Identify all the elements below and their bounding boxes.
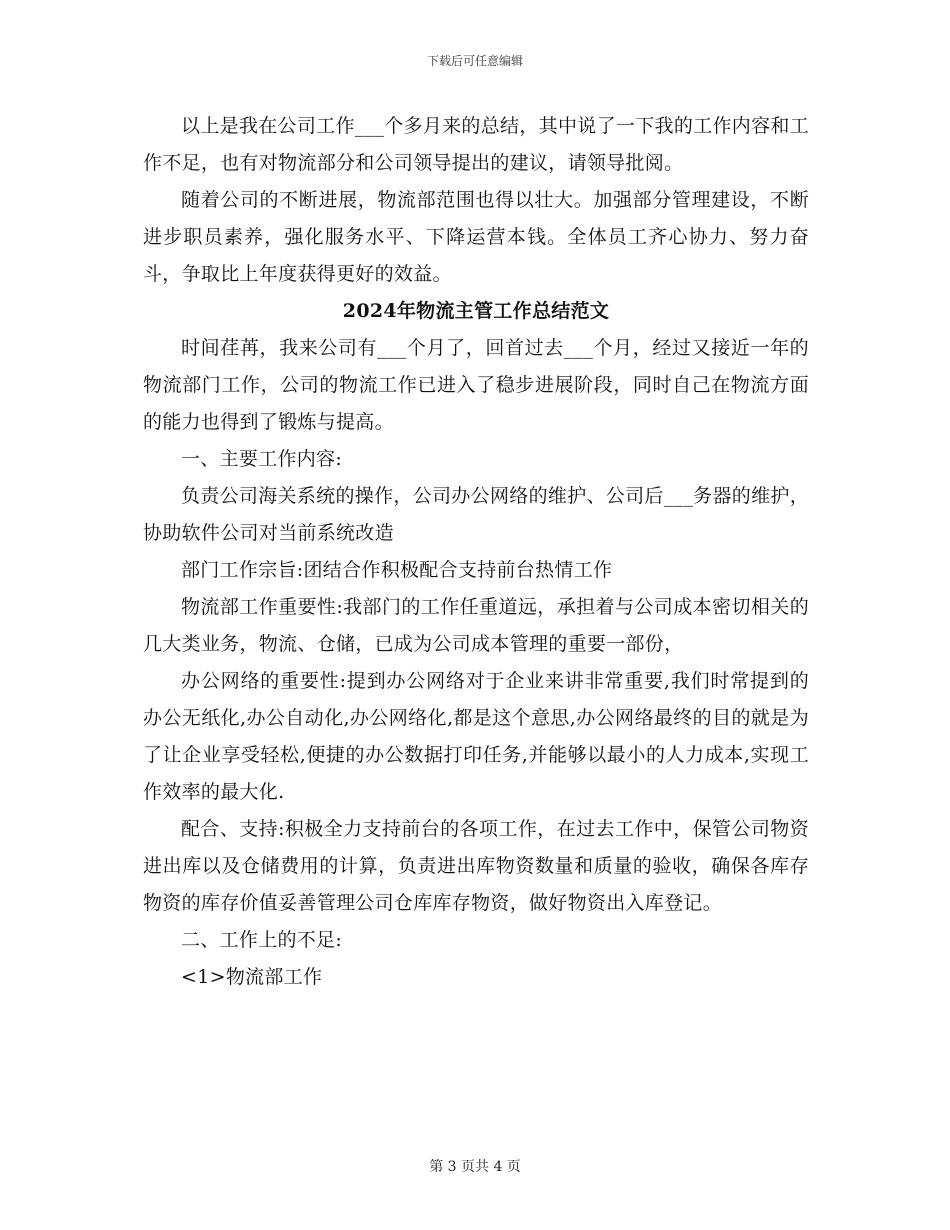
section-heading-shortcomings: 二、工作上的不足: <box>181 929 343 951</box>
document-title: 2024年物流主管工作总结范文 <box>342 300 610 322</box>
paragraph-outlook: 随着公司的不断进展，物流部范围也得以壮大。加强部分管理建设，不断进步职员素养，强化服务水平、下降运营本钱。全体员工齐心协力、努力奋斗，争取比上年度获得更好的效益。 <box>143 189 809 285</box>
paragraph-department-purpose: 部门工作宗旨:团结合作积极配合支持前台热情工作 <box>181 559 613 581</box>
paragraph-intro: 时间荏苒，我来公司有___个月了，回首过去___个月，经过又接近一年的物流部门工作，公司的物流工作已进入了稳步进展阶段，同时自己在物流方面的能力也得到了锻炼与提高。 <box>143 337 809 433</box>
page-header: 下载后可任意编辑 <box>426 54 523 68</box>
page-number: 第 3 页共 4 页 <box>429 1159 521 1175</box>
paragraph-cooperation-support: 配合、支持:积极全力支持前台的各项工作，在过去工作中，保管公司物资进出库以及仓储费用的计算，负责进出库物资数量和质量的验收，确保各库存物资的库存价值妥善管理公司仓库库存物资，做好物资出入库登记。 <box>143 818 809 914</box>
paragraph-responsibilities: 负责公司海关系统的操作，公司办公网络的维护、公司后___务器的维护，协助软件公司对当前系统改造 <box>143 485 809 544</box>
subsection-logistics-work: <1>物流部工作 <box>181 966 323 988</box>
document-body <box>143 108 809 996</box>
paragraph-summary-closing: 以上是我在公司工作___个多月来的总结，其中说了一下我的工作内容和工作不足，也有对物流部分和公司领导提出的建议，请领导批阅。 <box>143 115 809 174</box>
paragraph-logistics-importance: 物流部工作重要性:我部门的工作任重道远，承担着与公司成本密切相关的几大类业务，物流、仓储，已成为公司成本管理的重要一部份， <box>143 596 809 655</box>
section-heading-main-work: 一、主要工作内容: <box>181 448 343 470</box>
paragraph-network-importance: 办公网络的重要性:提到办公网络对于企业来讲非常重要,我们时常提到的办公无纸化,办公自动化,办公网络化,都是这个意思,办公网络最终的目的就是为了让企业享受轻松,便捷的办公数据打印任务,并能够以最小的人力成本,实现工作效率的最大化. <box>143 670 809 803</box>
